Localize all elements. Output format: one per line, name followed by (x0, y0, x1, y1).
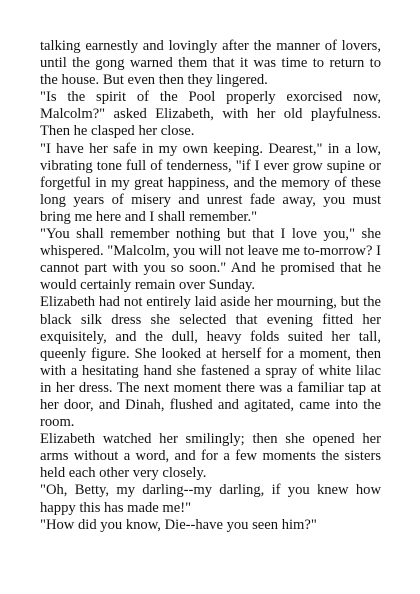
paragraph: talking earnestly and lovingly after the manner of lovers, until the gong warned them that it was time to return to the house. But even then they lingered. (40, 38, 381, 89)
paragraph: "I have her safe in my own keeping. Dearest," in a low, vibrating tone full of tenderness, "if I ever grow supine or forgetful in my great happiness, and the memory of these long years of misery and unrest fade away, you must bring me here and I shall remember." (40, 140, 381, 225)
paragraph: "Oh, Betty, my darling--my darling, if you knew how happy this has made me!" (40, 482, 381, 516)
paragraph: Elizabeth had not entirely laid aside her mourning, but the black silk dress she selected that evening fitted her exquisitely, and the dull, heavy folds suited her tall, queenly figure. She looked at herself for a moment, then with a hesitating hand she fastened a spray of white lilac in her dress. The next moment there was a familiar tap at her door, and Dinah, flushed and agitated, came into the room. (40, 294, 381, 431)
paragraph: "How did you know, Die--have you seen him?" (40, 516, 317, 533)
paragraph: "You shall remember nothing but that I love you," she whispered. "Malcolm, you will not leave me to-morrow? I cannot part with you so soon." And he promised that he would certainly remain over Sunday. (40, 226, 381, 294)
paragraph: "Is the spirit of the Pool properly exorcised now, Malcolm?" asked Elizabeth, with her old playfulness. Then he clasped her close. (40, 89, 381, 140)
book-page (40, 38, 381, 534)
paragraph: Elizabeth watched her smilingly; then she opened her arms without a word, and for a few moments the sisters held each other very closely. (40, 431, 381, 482)
